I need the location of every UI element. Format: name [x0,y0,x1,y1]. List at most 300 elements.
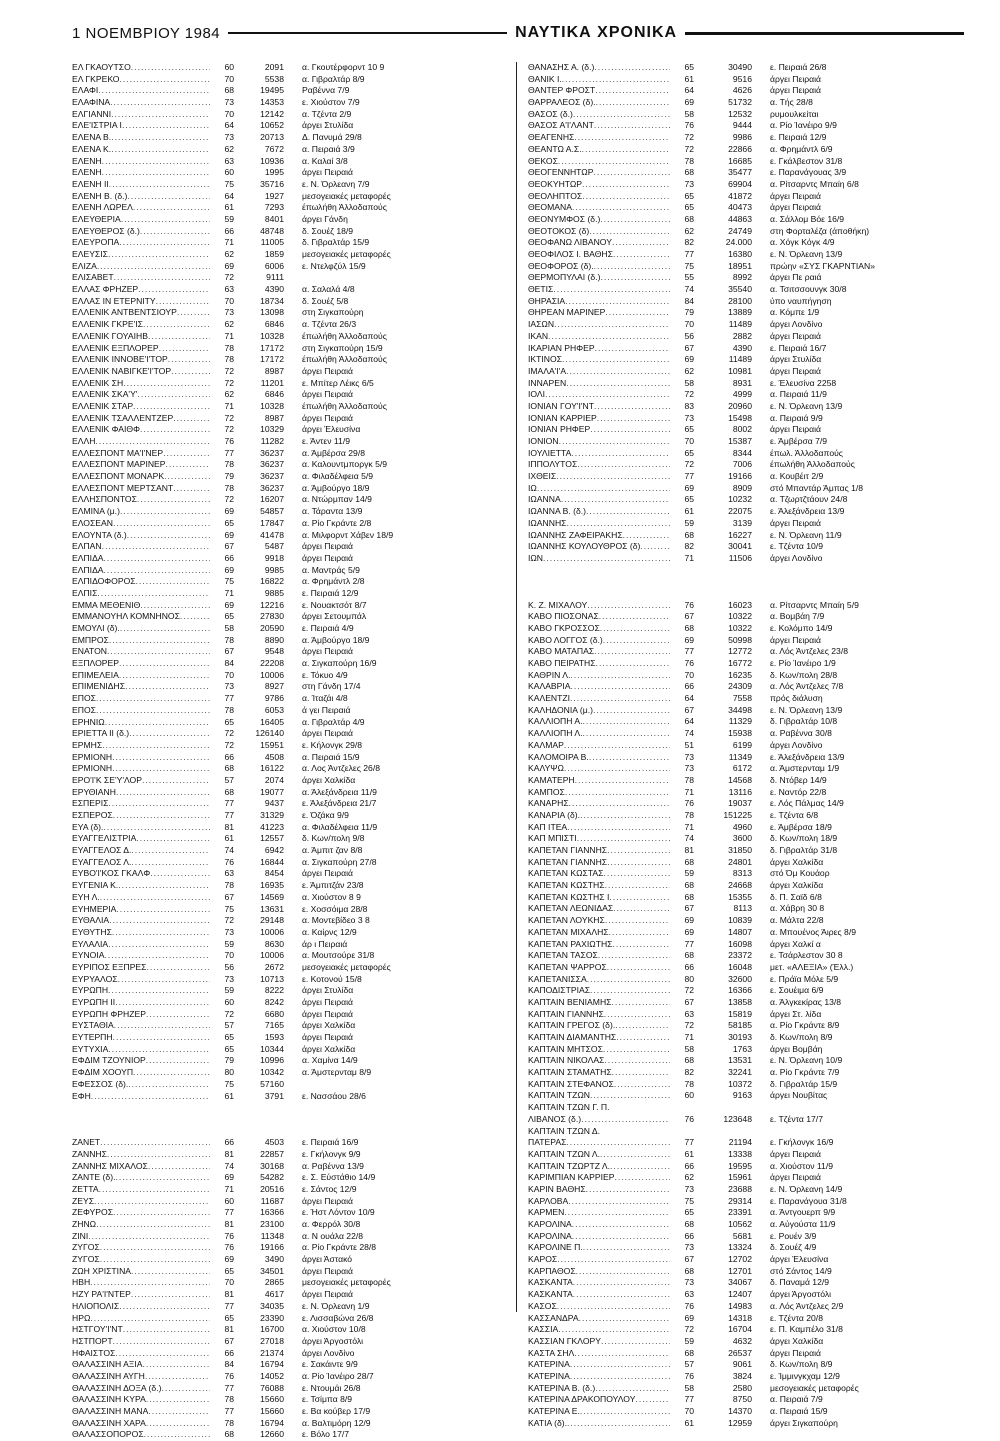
build-year: 62 [224,249,234,259]
ship-entry [528,97,968,109]
tonnage: 27830 [260,611,284,622]
ship-name: ΕΞΠΛΟΡΕΡ [72,658,119,669]
status-location: άργει Πειραιά [302,997,353,1007]
ship-name-cell [528,553,670,565]
tonnage: 12702 [728,1254,752,1265]
ship-name-cell [528,1231,670,1243]
ship-name-cell [528,459,670,471]
build-year: 74 [224,845,234,856]
ship-entry [528,962,968,974]
build-year: 76 [224,1230,234,1241]
ship-name: ΕΛΕΝΗ [72,155,102,166]
ship-entry [72,974,492,986]
tonnage: 16023 [728,599,752,610]
ship-entry [528,237,968,249]
ship-entry [72,752,492,764]
leader-dots [127,530,210,542]
leader-dots [573,1277,670,1289]
leader-dots [612,237,670,249]
status-location: α. Καλουντμποργκ 5/9 [302,459,388,470]
ship-name: ΙΟΛΙ [528,389,546,400]
ship-name: ΚΑΠΤΑΙΝ ΤΖΩΝ Δ. [528,1125,601,1136]
tonnage: 16772 [728,658,752,668]
build-year: 75 [224,178,234,189]
build-year: 71 [684,1032,694,1042]
leader-dots [613,903,670,915]
ship-name-cell [72,681,210,693]
tonnage: 8630 [264,938,284,949]
ship-name: ΖΙΝΙ [72,1230,89,1241]
ship-name: ΙΑΣΩΝ [528,319,555,330]
ship-name-cell [72,506,210,518]
leader-dots [119,74,210,86]
status-location: α. Σάλλομ Βόε 16/9 [770,213,845,224]
leader-dots [567,822,670,834]
tonnage: 1859 [264,249,284,259]
leader-dots [131,1289,210,1301]
ship-name: ΚΑΠΕΤΑΝ ΤΑΣΟΣ [528,950,598,961]
ship-entry [72,658,492,670]
leader-dots [572,202,670,214]
tonnage: 9918 [264,552,284,563]
build-year: 61 [684,506,694,517]
tonnage: 19495 [260,85,284,96]
ship-entry [72,1429,492,1441]
ship-entry [528,1231,968,1243]
build-year: 71 [684,552,694,563]
leader-dots [543,553,670,565]
build-year: 81 [224,1219,234,1229]
ship-name-cell [72,553,210,565]
build-year: 65 [224,517,234,528]
section-gap [72,1102,492,1137]
status-location: άργει Πειραιά [302,1265,353,1276]
leader-dots [136,576,210,588]
tonnage: 8992 [732,272,752,283]
leader-dots [582,728,670,740]
status-location: α. Μαντράς 5/9 [302,564,360,575]
status-location: α. Πειραιά 9/9 [770,412,823,423]
status-location: ε. Ν. Όρλεανη 13/9 [770,400,843,411]
ship-name-cell [72,1277,210,1289]
build-year: 69 [684,1312,694,1323]
ship-name-cell [72,1429,210,1441]
ship-name: ΚΑΡΜΕΝ [528,1207,565,1218]
status-location: έπωλήθη Άλλοδαπούς [302,354,387,365]
leader-dots [604,1009,670,1021]
ship-name: ΚΑΣΤΑ ΣΗΛ [528,1347,575,1358]
ship-entry [72,904,492,916]
tonnage: 30490 [728,62,752,72]
leader-dots [129,728,210,740]
ship-name-cell [72,985,210,997]
ship-name: ΘΑΝΙΚ Ι. [528,73,562,84]
ship-name-cell [528,401,670,413]
build-year: 82 [684,237,694,248]
tonnage: 8931 [732,377,752,388]
status-location: ε. Τσίμπα 8/9 [302,1394,353,1405]
leader-dots [140,600,210,612]
leader-dots [609,927,670,939]
tonnage: 4999 [732,389,752,400]
left-column [72,62,492,1441]
status-location: α. Ρίο Γκράντε 8/9 [770,1020,840,1031]
status-location: ε. Πειραιά 16/9 [302,1137,359,1148]
ship-entry [528,494,968,506]
ship-entry [72,424,492,436]
status-location: ύπο ναυπήγηση [770,295,832,306]
status-location: α. Χιούστον 10/8 [302,1324,366,1335]
build-year: 66 [224,1347,234,1358]
ship-name-cell [72,261,210,273]
leader-dots [600,1149,670,1161]
ship-entry [72,646,492,658]
leader-dots [573,109,670,121]
ship-name: ΕΛΙΖΑ [72,260,97,271]
leader-dots [102,541,210,553]
ship-entry [72,565,492,577]
status-location: στη Γάνδη 17/4 [302,681,361,692]
leader-dots [107,646,210,658]
build-year: 77 [684,249,694,259]
tonnage: 6053 [264,704,284,715]
ship-name: ΕΛΕΥΘΕΡΟΣ (δ.) [72,225,140,236]
ship-name-cell [528,167,670,179]
tonnage: 17847 [260,517,284,528]
status-location: μεσογειακές μεταφορές [770,1382,859,1393]
tonnage: 76088 [260,1382,284,1393]
status-location: δ. Κων/πολη 28/8 [770,669,838,680]
leader-dots [601,1336,670,1348]
status-location: α. Φερρόλ 30/8 [302,1219,361,1229]
status-location: α. Ρίτσαρντς Μπαίη 6/8 [770,178,859,189]
ship-name-cell [528,1254,670,1266]
ship-name: ΗΡΩ [72,1312,91,1323]
ship-name: ΘΕΟΛΗΠΤΟΣ [528,190,583,201]
ship-entry [528,1044,968,1056]
leader-dots [558,156,670,168]
tonnage: 11687 [260,1195,284,1206]
leader-dots [100,1254,210,1266]
build-year: 75 [224,903,234,914]
ship-name-cell [528,1137,670,1149]
leader-dots [605,915,670,927]
build-year: 58 [684,108,694,119]
ship-name-cell [72,156,210,168]
ship-name-cell [528,120,670,132]
tonnage: 22075 [728,506,752,517]
tonnage: 11506 [728,552,752,563]
ship-entry [528,974,968,986]
ship-entry [72,1394,492,1406]
tonnage: 26537 [728,1347,752,1358]
build-year: 73 [224,926,234,937]
ship-name-cell [528,635,670,647]
leader-dots [180,611,210,623]
tonnage: 16048 [728,961,752,972]
status-location: α. Πειραιά 15/9 [770,1406,828,1416]
ship-name-cell [528,670,670,682]
ship-name: ΙΧΘΕΙΣ [528,471,557,482]
build-year: 60 [684,1090,694,1101]
ship-name-cell [528,202,670,214]
ship-list-epsilon [72,62,492,1102]
tonnage: 12216 [260,599,284,610]
status-location: άργει Έλευσίνα [302,424,361,435]
ship-name-cell [528,237,670,249]
build-year: 70 [684,436,694,446]
tonnage: 24749 [728,225,752,236]
ship-entry [72,109,492,121]
build-year: 84 [224,658,234,669]
build-year: 70 [224,73,234,84]
build-year: 78 [684,809,694,820]
status-location: στό Όμ Κουάορ [770,868,830,879]
leader-dots [594,261,670,273]
ship-name-cell [72,471,210,483]
status-location: ε. Ν. Όρλεανη 11/9 [770,529,842,540]
ship-entry [528,296,968,308]
leader-dots [105,717,210,729]
build-year: 76 [684,798,694,809]
build-year: 67 [224,541,234,552]
ship-name: ΚΑΠΕΤΑΝ ΚΩΣΤΗΣ Ι [528,891,610,902]
tonnage: 10322 [728,622,752,633]
ship-entry [528,1418,968,1430]
status-location: α. Άμβούργο 18/9 [302,482,370,493]
leader-dots [595,1383,670,1395]
build-year: 79 [224,1055,234,1066]
status-location: α. Τής 28/8 [770,97,813,108]
ship-name: ΕΛΛΕΝΙΚ ΣΚΑ'Υ' [72,389,138,400]
build-year: 67 [224,1335,234,1346]
status-location: δ. Κων/πολη 18/9 [770,833,838,844]
ship-entry [72,588,492,600]
ship-name-cell [528,740,670,752]
tonnage: 19166 [728,471,752,482]
status-location [290,272,492,284]
build-year: 69 [224,506,234,517]
tonnage: 21374 [260,1347,284,1358]
tonnage: 16685 [728,155,752,166]
ship-name: ΘΕΑΝΤΩ Α.Σ. [528,143,582,154]
tonnage: 6172 [732,763,752,774]
ship-name: ΕΛΕΝΗ [72,167,102,178]
ship-entry [528,156,968,168]
leader-dots [589,752,670,764]
ship-entry [72,670,492,682]
status-location: δ. Γιβραλτάρ 15/9 [770,1078,838,1089]
tonnage: 15355 [728,891,752,902]
tonnage: 24668 [728,880,752,891]
tonnage: 36237 [260,482,284,493]
ship-name: ΕΥΡΩΠΗ ΦΡΗΖΕΡ [72,1008,146,1019]
ship-name-cell [528,1126,670,1138]
status-location: ε. Όζάκα 9/9 [302,810,349,820]
ship-name-cell [72,763,210,775]
status-location: α. Μοντεβίδεο 3 8 [302,915,370,926]
ship-name-cell [72,296,210,308]
ship-name: ΘΑΛΑΣΣΙΝΗ ΔΟΞΑ (δ.) [72,1382,162,1393]
build-year: 61 [224,202,234,213]
ship-name: ΘΑΛΑΣΣΟΠΟΡΟΣ [72,1429,144,1440]
leader-dots [554,319,670,331]
ship-entry [72,249,492,261]
build-year: 58 [224,623,234,633]
build-year: 65 [684,202,694,213]
tonnage: 13324 [728,1242,752,1253]
ship-name: ΚΑΛΕΝΤΖΙ [528,693,571,704]
ship-name-cell [72,343,210,355]
ship-name: ΙΜΑΛΑ'Ι'Α [528,365,567,376]
leader-dots [566,1137,670,1149]
ship-entry [528,997,968,1009]
build-year: 66 [684,961,694,972]
build-year: 68 [684,856,694,867]
leader-dots [108,249,210,261]
status-location: α. Αύγούστα 11/9 [770,1219,836,1229]
leader-dots [177,307,210,319]
tonnage: 4617 [264,1289,284,1300]
build-year: 65 [684,447,694,458]
ship-name-cell [528,600,670,612]
ship-entry [72,272,492,284]
ship-name-cell [72,424,210,436]
leader-dots [156,296,210,308]
leader-dots [115,997,210,1009]
tonnage: 4632 [732,1335,752,1346]
ship-name: ΕΛΑΦΙΝΑ [72,97,111,108]
ship-name: ΗΣΤΠΟΡΤ [72,1335,113,1346]
leader-dots [138,284,210,296]
ship-entry [72,1324,492,1336]
leader-dots [113,1336,210,1348]
ship-name-cell [72,892,210,904]
ship-entry [528,331,968,343]
ship-name-cell [72,307,210,319]
ship-name-cell [528,494,670,506]
leader-dots [108,1044,210,1056]
build-year: 77 [224,1382,234,1393]
ship-name: ΕΜΜΑΝΟΥΗΛ ΚΟΜΝΗΝΟΣ [72,611,180,622]
ship-entry [72,880,492,892]
ship-entry [72,1067,492,1079]
ship-name-cell [72,1184,210,1196]
build-year: 61 [224,833,234,844]
build-year: 71 [684,821,694,832]
ship-name: ΚΑΠΕΤΑΝ ΚΩΣΤΑΣ [528,868,604,879]
status-location: α. Άμβούργο 18/9 [302,634,370,645]
tonnage: 13338 [728,1148,752,1159]
status-location: πρώην «ΣΥΣ ΓΚΑΡΝΤΙΑΝ» [770,260,876,271]
build-year: 69 [224,564,234,575]
ship-name-cell [528,845,670,857]
ship-name-cell [72,97,210,109]
ship-name-cell [72,1149,210,1161]
build-year: 66 [684,681,694,692]
tonnage: 4390 [732,342,752,353]
leader-dots [133,401,210,413]
build-year: 71 [224,237,234,248]
leader-dots [123,1324,210,1336]
leader-dots [163,448,210,460]
build-year: 71 [684,786,694,797]
ship-entry [72,1336,492,1348]
leader-dots [615,1020,670,1032]
ship-entry [528,752,968,764]
ship-name-cell [528,1266,670,1278]
ship-name: ΚΑΠΕΤΑΝΙΣΣΑ [528,973,587,984]
tonnage: 11329 [728,716,752,727]
ship-name: ΙΟΝΙΑΝ ΓΟΥ'Ι'ΝΤ [528,400,594,411]
ship-name-cell [72,974,210,986]
ship-name: ΚΑΣΚΑΝΤΑ [528,1289,573,1300]
status-location: δ. Σουέζ 4/9 [770,1242,817,1253]
ship-name: ΚΑΤΕΡΙΝΑ Β. (δ.) [528,1382,596,1393]
status-location: ε. Πειραιά 26/8 [770,62,827,72]
ship-entry [528,1383,968,1395]
build-year: 72 [684,459,694,470]
status-location: ε. Βόλο 17/7 [302,1429,350,1440]
ship-name-cell [72,214,210,226]
ship-name: ΕΛΠΑΝ [72,541,102,552]
ship-entry [528,1079,968,1091]
build-year: 69 [224,1254,234,1265]
ship-name: ΚΑΝΑΡΙΑ (δ). [528,809,581,820]
ship-name: ΙΟΝΙΑΝ ΚΑΡΡΙΕΡ [528,412,597,423]
ship-entry [72,506,492,518]
ship-name-cell [72,904,210,916]
build-year: 62 [684,365,694,376]
ship-entry [528,658,968,670]
ship-entry [528,1137,968,1149]
ship-entry [72,471,492,483]
ship-name: ΕΛΜΙΝΑ (μ.) [72,506,120,517]
ship-entry [528,1301,968,1313]
leader-dots [607,845,670,857]
ship-entry [528,1149,968,1161]
ship-entry [72,985,492,997]
status-location: ε. Νασσάου 28/6 [302,1090,366,1101]
tonnage: 20713 [260,132,284,143]
ship-entry [72,1020,492,1032]
status-location: ε. Παρανάγουα 31/8 [770,1195,847,1206]
ship-name: ΙΟΝΙΟΝ [528,436,559,446]
ship-list-kappa [528,600,968,1430]
ship-entry [528,1032,968,1044]
status-location: α. Κόμπε 1/9 [770,307,820,318]
ship-list-theta-iota [528,62,968,565]
ship-name-cell [72,927,210,939]
section-gap [528,565,968,600]
ship-entry [72,1184,492,1196]
tonnage: 34067 [728,1277,752,1288]
leader-dots [109,915,210,927]
ship-name-cell [72,1418,210,1430]
ship-entry [528,1090,968,1102]
ship-name-cell [72,1091,210,1103]
build-year: 78 [224,482,234,493]
ship-entry [528,62,968,74]
tonnage: 15660 [260,1394,284,1405]
build-year: 76 [684,1370,694,1381]
ship-name: ΚΑΒΟ ΠΕΙΡΑΤΗΣ [528,658,596,668]
leader-dots [143,1359,210,1371]
build-year: 72 [684,1020,694,1031]
tonnage: 10342 [260,1067,284,1078]
ship-entry [72,319,492,331]
status-location: έπωλήθη Άλλοδαπούς [302,202,387,213]
